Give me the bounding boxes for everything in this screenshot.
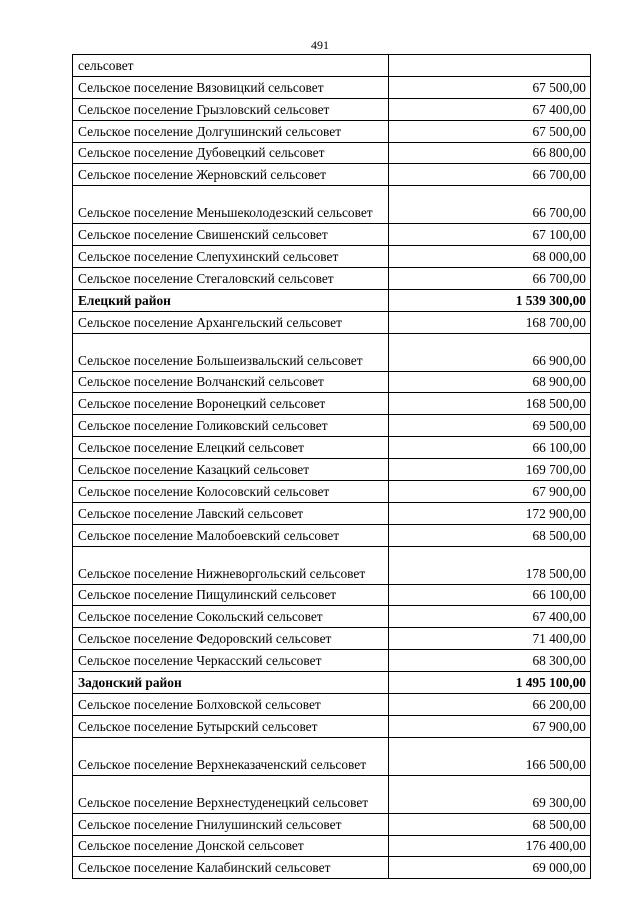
table-row [73,55,591,77]
table-row [73,186,591,224]
table-row [73,628,591,650]
settlement-name-cell: Сельское поселение Пищулинский сельсовет [73,584,389,606]
amount-cell: 67 400,00 [389,98,591,120]
table-row [73,268,591,290]
table-row [73,437,591,459]
amount-cell: 68 900,00 [389,371,591,393]
table-row [73,524,591,546]
table-row [73,715,591,737]
table-row [73,835,591,857]
settlement-name-cell: Сельское поселение Малобоевский сельсовет [73,524,389,546]
settlement-name-cell: Сельское поселение Елецкий сельсовет [73,437,389,459]
amount-cell: 67 900,00 [389,715,591,737]
table-row [73,481,591,503]
amount-cell: 66 900,00 [389,333,591,371]
amount-cell: 67 100,00 [389,224,591,246]
settlement-name-cell: Сельское поселение Федоровский сельсовет [73,628,389,650]
amount-cell: 66 100,00 [389,584,591,606]
settlement-name-cell: Сельское поселение Жерновский сельсовет [73,164,389,186]
table-row [73,224,591,246]
amount-cell: 178 500,00 [389,546,591,584]
amount-cell: 69 300,00 [389,775,591,813]
table-row [73,164,591,186]
settlement-name-cell: Сельское поселение Воронецкий сельсовет [73,393,389,415]
table-row [73,142,591,164]
allocation-table-body [73,55,591,879]
table-row [73,76,591,98]
settlement-name-cell: Сельское поселение Волчанский сельсовет [73,371,389,393]
settlement-name-cell: Сельское поселение Донской сельсовет [73,835,389,857]
allocation-table [72,54,591,879]
table-row [73,857,591,879]
amount-cell: 67 900,00 [389,481,591,503]
settlement-name-cell: Сельское поселение Слепухинский сельсовет [73,246,389,268]
amount-cell: 66 700,00 [389,186,591,224]
amount-cell: 71 400,00 [389,628,591,650]
settlement-name-cell: Сельское поселение Нижневоргольский сельсовет [73,546,389,584]
amount-cell: 166 500,00 [389,737,591,775]
settlement-name-cell: Сельское поселение Гнилушинский сельсовет [73,813,389,835]
amount-cell: 69 500,00 [389,415,591,437]
amount-cell: 66 200,00 [389,694,591,716]
amount-cell: 172 900,00 [389,502,591,524]
table-row [73,584,591,606]
settlement-name-cell: Сельское поселение Лавский сельсовет [73,502,389,524]
amount-cell: 168 500,00 [389,393,591,415]
settlement-name-cell: Сельское поселение Верхнестуденецкий сельсовет [73,775,389,813]
district-total-cell: 1 539 300,00 [389,289,591,311]
table-row [73,606,591,628]
district-row [73,672,591,694]
settlement-name-cell: Сельское поселение Сокольский сельсовет [73,606,389,628]
table-row [73,546,591,584]
table-row [73,120,591,142]
table-row [73,694,591,716]
settlement-name-cell: Сельское поселение Черкасский сельсовет [73,650,389,672]
table-row [73,393,591,415]
settlement-name-cell: Сельское поселение Свишенский сельсовет [73,224,389,246]
amount-cell: 66 700,00 [389,268,591,290]
settlement-name-cell: Сельское поселение Болховской сельсовет [73,694,389,716]
table-row [73,371,591,393]
amount-cell: 67 400,00 [389,606,591,628]
settlement-name-cell: Сельское поселение Архангельский сельсовет [73,311,389,333]
table-row [73,502,591,524]
amount-cell: 67 500,00 [389,120,591,142]
amount-cell: 68 500,00 [389,813,591,835]
amount-cell [389,55,591,77]
settlement-name-cell: Сельское поселение Большеизвальский сельсовет [73,333,389,371]
district-name-cell: Задонский район [73,672,389,694]
settlement-name-cell: Сельское поселение Казацкий сельсовет [73,459,389,481]
settlement-name-cell: Сельское поселение Колосовский сельсовет [73,481,389,503]
settlement-name-cell: Сельское поселение Вязовицкий сельсовет [73,76,389,98]
settlement-name-cell: Сельское поселение Стегаловский сельсовет [73,268,389,290]
amount-cell: 176 400,00 [389,835,591,857]
settlement-name-cell: Сельское поселение Дубовецкий сельсовет [73,142,389,164]
settlement-name-cell: Сельское поселение Меньшеколодезский сельсовет [73,186,389,224]
amount-cell: 169 700,00 [389,459,591,481]
table-row [73,737,591,775]
settlement-name-cell: Сельское поселение Бутырский сельсовет [73,715,389,737]
amount-cell: 67 500,00 [389,76,591,98]
settlement-name-cell: Сельское поселение Грызловский сельсовет [73,98,389,120]
table-row [73,311,591,333]
amount-cell: 68 000,00 [389,246,591,268]
amount-cell: 68 500,00 [389,524,591,546]
table-row [73,775,591,813]
amount-cell: 69 000,00 [389,857,591,879]
settlement-name-cell: Сельское поселение Верхнеказаченский сельсовет [73,737,389,775]
amount-cell: 168 700,00 [389,311,591,333]
page-number: 491 [311,38,329,52]
table-row [73,98,591,120]
settlement-name-cell: Сельское поселение Калабинский сельсовет [73,857,389,879]
amount-cell: 66 100,00 [389,437,591,459]
table-row [73,813,591,835]
settlement-name-cell: Сельское поселение Голиковский сельсовет [73,415,389,437]
table-row [73,650,591,672]
table-row [73,415,591,437]
settlement-name-cell: Сельское поселение Долгушинский сельсовет [73,120,389,142]
table-row [73,246,591,268]
amount-cell: 66 700,00 [389,164,591,186]
amount-cell: 68 300,00 [389,650,591,672]
district-row [73,289,591,311]
settlement-name-cell: сельсовет [73,55,389,77]
district-total-cell: 1 495 100,00 [389,672,591,694]
district-name-cell: Елецкий район [73,289,389,311]
table-row [73,459,591,481]
amount-cell: 66 800,00 [389,142,591,164]
table-row [73,333,591,371]
